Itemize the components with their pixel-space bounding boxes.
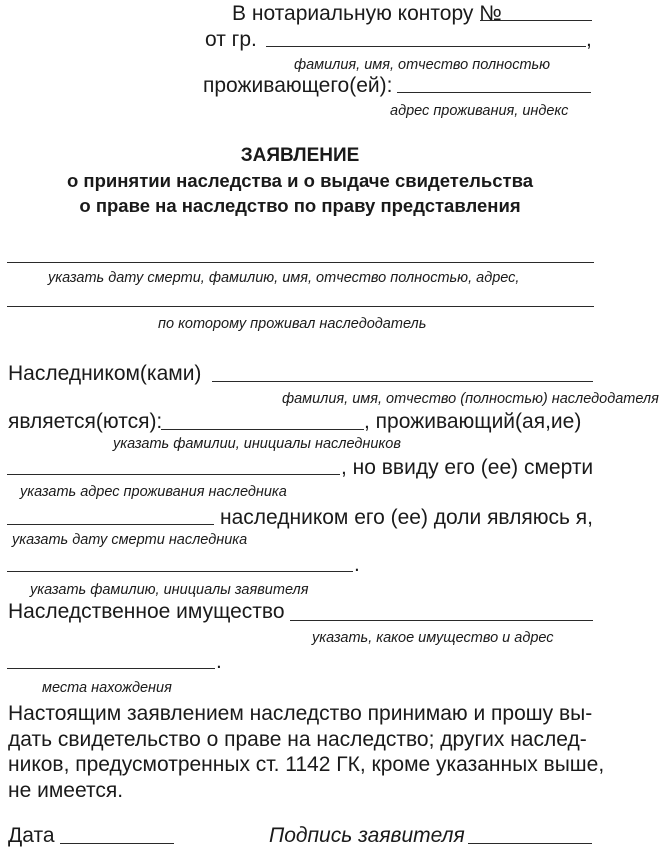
document-title: ЗАЯВЛЕНИЕ: [240, 145, 360, 166]
citizen-name-field[interactable]: [266, 46, 586, 47]
notary-office-label: В нотариальную контору №: [232, 2, 502, 25]
residence-address-field[interactable]: [397, 92, 591, 93]
signature-field[interactable]: [468, 843, 592, 844]
hint-applicant-name: указать фамилию, инициалы заявителя: [30, 582, 309, 598]
applicant-period: .: [354, 553, 360, 576]
signature-label: Подпись заявителя: [269, 824, 465, 847]
hint-residence-address: адрес проживания, индекс: [390, 103, 569, 119]
hint-heirs-names: указать фамилии, инициалы наследников: [113, 436, 401, 452]
document-subtitle-line1: о принятии наследства и о выдаче свидетельства: [66, 170, 534, 191]
hint-decedent-address: по которому проживал наследодатель: [158, 316, 427, 332]
hint-decedent-name: фамилия, имя, отчество (полностью) наследодателя: [282, 391, 659, 407]
property-location-field[interactable]: [7, 668, 215, 669]
hint-decedent-info: указать дату смерти, фамилию, имя, отчество полностью, адрес,: [48, 270, 520, 286]
residing-heirs-label: , проживающий(ая,ие): [364, 410, 582, 433]
residing-label: проживающего(ей):: [203, 74, 393, 97]
is-are-label: является(ются):: [8, 410, 163, 433]
property-period: .: [216, 650, 222, 673]
from-citizen-label: от гр.: [205, 28, 257, 51]
heir-death-date-field[interactable]: [7, 524, 214, 525]
date-label: Дата: [8, 824, 55, 847]
property-field[interactable]: [290, 620, 593, 621]
date-field[interactable]: [60, 843, 174, 844]
statement-line-2: дать свидетельство о праве на наследство; других наслед-: [8, 728, 587, 751]
heirs-label: Наследником(ками): [8, 362, 202, 385]
heirs-names-field[interactable]: [161, 429, 364, 430]
decedent-info-field-1[interactable]: [7, 262, 594, 263]
hint-property: указать, какое имущество и адрес: [312, 630, 554, 646]
hint-property-location: места нахождения: [42, 680, 172, 696]
hint-heir-address: указать адрес проживания наследника: [20, 484, 287, 500]
statement-line-3: ников, предусмотренных ст. 1142 ГК, кроме указанных выше,: [8, 753, 605, 776]
statement-line-1: Настоящим заявлением наследство принимаю и прошу вы-: [8, 702, 593, 725]
decedent-info-field-2[interactable]: [7, 306, 594, 307]
property-label: Наследственное имущество: [8, 600, 285, 623]
heir-share-label: наследником его (ее) доли являюсь я,: [220, 506, 593, 529]
document-subtitle-line2: о праве на наследство по праву представления: [79, 195, 521, 216]
comma: ,: [586, 28, 592, 51]
decedent-name-field[interactable]: [212, 381, 593, 382]
hint-full-name: фамилия, имя, отчество полностью: [294, 57, 551, 73]
applicant-name-field[interactable]: [7, 571, 353, 572]
hint-heir-death-date: указать дату смерти наследника: [12, 532, 248, 548]
due-to-death-label: , но ввиду его (ее) смерти: [341, 456, 594, 479]
heir-address-field[interactable]: [7, 474, 340, 475]
notary-office-number-field[interactable]: [480, 20, 592, 21]
statement-line-4: не имеется.: [8, 779, 124, 802]
